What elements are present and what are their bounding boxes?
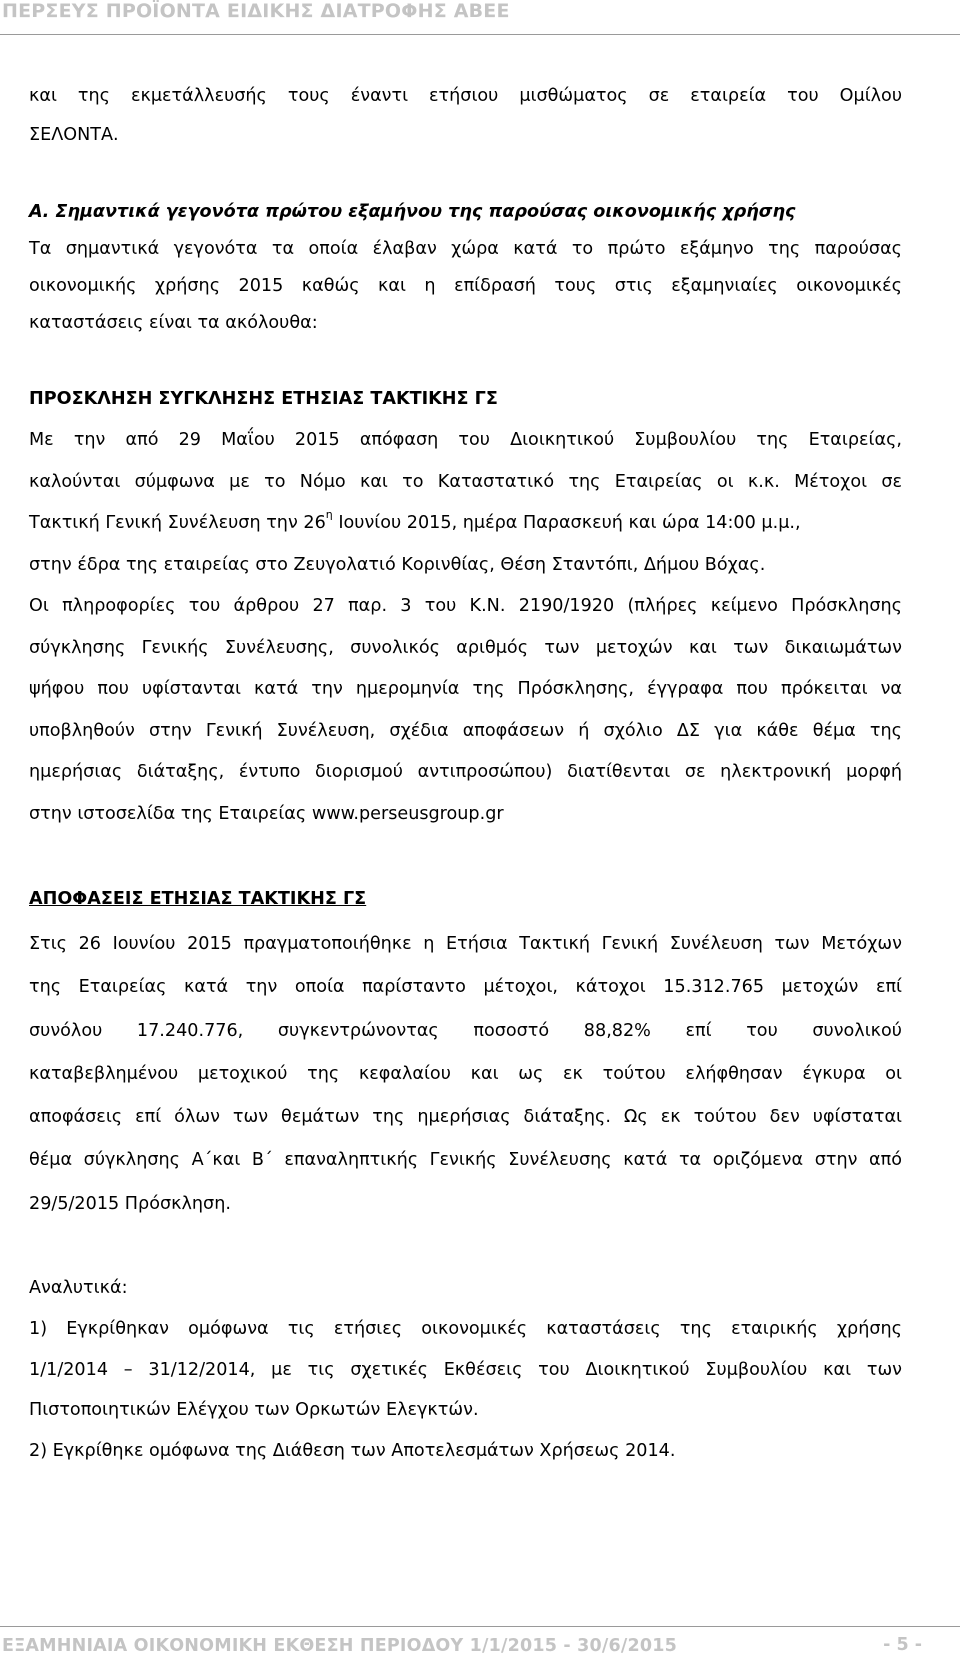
footer-report-title: ΕΞΑΜΗΝΙΑΙΑ ΟΙΚΟΝΟΜΙΚΗ ΕΚΘΕΣΗ ΠΕΡΙΟΔΟΥ 1/1/2015 - 30/6/2015: [2, 1636, 677, 1656]
header-divider: [0, 34, 960, 35]
invitation-line: καλούνται σύμφωνα με το Νόμο και το Καταστατικό της Εταιρείας οι κ.κ. Μέτοχοι σε: [29, 471, 902, 492]
analysis-label: Αναλυτικά:: [29, 1278, 128, 1299]
page-footer: [0, 1626, 960, 1666]
intro-line: ΣΕΛΟΝΤΑ.: [29, 125, 119, 145]
invitation-text: στην ιστοσελίδα της Εταιρείας: [29, 803, 312, 824]
analysis-section: [29, 1267, 902, 1471]
intro-paragraph: [29, 77, 902, 155]
ordinal-suffix: η: [325, 508, 333, 521]
invitation-line: υποβληθούν στην Γενική Συνέλευση, σχέδια αποφάσεων ή σχόλιο ΔΣ για κάθε θέμα της: [29, 720, 902, 741]
section-a-line: καταστάσεις είναι τα ακόλουθα:: [29, 313, 318, 333]
analysis-item-line: Πιστοποιητικών Ελέγχου των Ορκωτών Ελεγκτών.: [29, 1400, 479, 1421]
analysis-item-line: 1/1/2014 – 31/12/2014, με τις σχετικές Εκθέσεις του Διοικητικού Συμβουλίου και των: [29, 1359, 902, 1380]
invitation-text: Τακτική Γενική Συνέλευση την 26: [29, 513, 326, 533]
invitation-heading: ΠΡΟΣΚΛΗΣΗ ΣΥΓΚΛΗΣΗΣ ΕΤΗΣΙΑΣ ΤΑΚΤΙΚΗΣ ΓΣ: [29, 389, 498, 409]
document-body: [29, 77, 902, 1471]
decisions-line: θέμα σύγκλησης Α΄και Β΄ επαναληπτικής Γενικής Συνέλευσης κατά τα οριζόμενα στην από: [29, 1150, 902, 1171]
section-a-title: Α. Σημαντικά γεγονότα πρώτου εξαμήνου της παρούσας οικονομικής χρήσης: [29, 202, 796, 222]
analysis-item-line: 1) Εγκρίθηκαν ομόφωνα τις ετήσιες οικονομικές καταστάσεις της εταιρικής χρήσης: [29, 1319, 902, 1340]
invitation-line: ημερήσιας διάταξης, έντυπο διορισμού αντιπροσώπου) διατίθενται σε ηλεκτρονική μορφή: [29, 762, 902, 782]
decisions-line: Στις 26 Ιουνίου 2015 πραγματοποιήθηκε η Ετήσια Τακτική Γενική Συνέλευση των Μετόχων: [29, 934, 902, 954]
analysis-item-line: 2) Εγκρίθηκε ομόφωνα της Διάθεση των Αποτελεσμάτων Χρήσεως 2014.: [29, 1440, 676, 1461]
decisions-line: 29/5/2015 Πρόσκληση.: [29, 1193, 231, 1214]
invitation-line: Με την από 29 Μαΐου 2015 απόφαση του Διοικητικού Συμβουλίου της Εταιρείας,: [29, 430, 902, 450]
invitation-line: ψήφου που υφίστανται κατά την ημερομηνία της Πρόσκλησης, έγγραφα που πρόκειται να: [29, 679, 902, 699]
footer-divider: [0, 1626, 960, 1627]
invitation-line: στην έδρα της εταιρείας στο Ζευγολατιό Κορινθίας, Θέση Σταντόπι, Δήμου Βόχας.: [29, 554, 766, 575]
decisions-line: συνόλου 17.240.776, συγκεντρώνοντας ποσοστό 88,82% επί του συνολικού: [29, 1020, 902, 1041]
decisions-heading: ΑΠΟΦΑΣΕΙΣ ΕΤΗΣΙΑΣ ΤΑΚΤΙΚΗΣ ΓΣ: [29, 889, 367, 909]
section-a: [29, 194, 902, 342]
section-a-line: Τα σημαντικά γεγονότα τα οποία έλαβαν χώρα κατά το πρώτο εξάμηνο της παρούσας: [29, 239, 902, 259]
page-number: - 5 -: [883, 1635, 922, 1655]
intro-line: και της εκμετάλλευσής τους έναντι ετήσιου μισθώματος σε εταιρεία του Ομίλου: [29, 86, 902, 106]
invitation-line: [29, 503, 902, 545]
decisions-line: καταβεβλημένου μετοχικού της κεφαλαίου και ως εκ τούτου ελήφθησαν έγκυρα οι: [29, 1063, 902, 1084]
decisions-line: αποφάσεις επί όλων των θεμάτων της ημερήσιας διάταξης. Ως εκ τούτου δεν υφίσταται: [29, 1107, 902, 1128]
invitation-line: Οι πληροφορίες του άρθρου 27 παρ. 3 του Κ.Ν. 2190/1920 (πλήρες κείμενο Πρόσκλησης: [29, 596, 902, 616]
page-header: [0, 0, 960, 40]
invitation-line: σύγκλησης Γενικής Συνέλευσης, συνολικός αριθμός των μετοχών και των δικαιωμάτων: [29, 637, 902, 658]
invitation-text: Ιουνίου 2015, ημέρα Παρασκευή και ώρα 14:00 μ.μ.,: [332, 513, 801, 533]
decisions-line: της Εταιρείας κατά την οποία παρίσταντο μέτοχοι, κάτοχοι 15.312.765 μετοχών επί: [29, 977, 902, 998]
section-a-line: οικονομικής χρήσης 2015 καθώς και η επίδρασή τους στις εξαμηνιαίες οικονομικές: [29, 276, 902, 296]
invitation-section: [29, 378, 902, 835]
decisions-section: [29, 875, 902, 1226]
company-website-link[interactable]: www.perseusgroup.gr: [311, 803, 504, 824]
header-company-name: ΠΕΡΣΕΥΣ ΠΡΟΪΟΝΤΑ ΕΙΔΙΚΗΣ ΔΙΑΤΡΟΦΗΣ ΑΒΕΕ: [2, 0, 510, 22]
invitation-line: [29, 794, 902, 836]
